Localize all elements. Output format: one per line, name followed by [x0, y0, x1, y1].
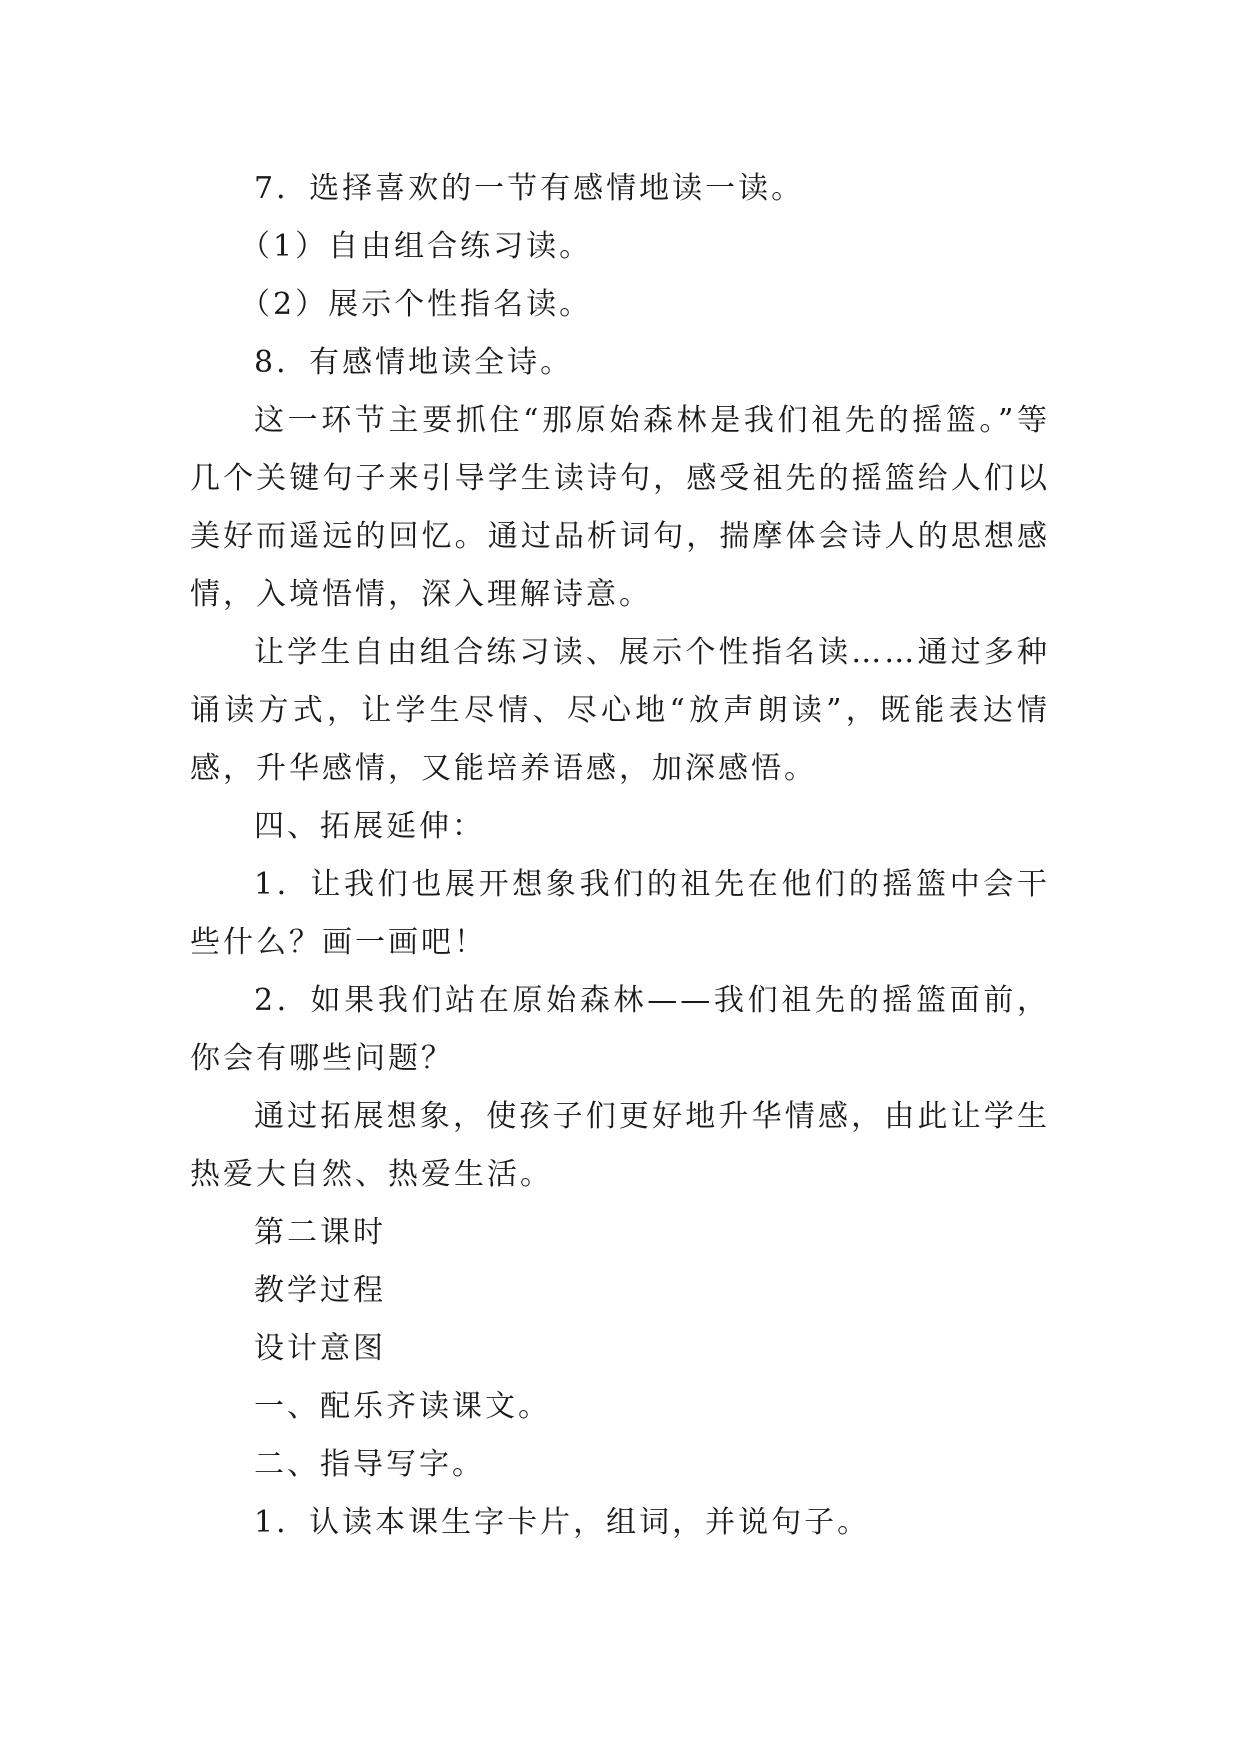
heading-teaching-process: 教学过程 [254, 1273, 386, 1308]
paragraph-substep-2: （2）展示个性指名读。 [240, 287, 593, 322]
document-body [190, 160, 1050, 1552]
paragraph-step-8: 8．有感情地读全诗。 [254, 345, 574, 380]
section-heading-reading: 一、配乐齐读课文。 [254, 1389, 551, 1424]
paragraph-extension-note: 通过拓展想象，使孩子们更好地升华情感，由此让学生热爱大自然、热爱生活。 [190, 1099, 1050, 1192]
paragraph-extension-1: 1．让我们也展开想象我们的祖先在他们的摇篮中会干些什么？画一画吧！ [190, 867, 1050, 960]
paragraph-design-note-1: 这一环节主要抓住“那原始森林是我们祖先的摇篮。”等几个关键句子来引导学生读诗句，感受祖先的摇篮给人们以美好而遥远的回忆。通过品析词句，揣摩体会诗人的思想感情，入境悟情，深入理解诗意。 [190, 403, 1050, 612]
paragraph-substep-1: （1）自由组合练习读。 [240, 229, 593, 264]
paragraph-design-note-2: 让学生自由组合练习读、展示个性指名读……通过多种诵读方式，让学生尽情、尽心地“放声朗读”，既能表达情感，升华感情，又能培养语感，加深感悟。 [190, 635, 1050, 786]
heading-second-lesson: 第二课时 [254, 1215, 386, 1250]
section-heading-writing: 二、指导写字。 [254, 1447, 485, 1482]
section-heading-extension: 四、拓展延伸： [254, 809, 485, 844]
paragraph-writing-step-1: 1．认读本课生字卡片，组词，并说句子。 [254, 1505, 871, 1540]
heading-design-intent: 设计意图 [254, 1331, 386, 1366]
paragraph-extension-2: 2．如果我们站在原始森林——我们祖先的摇篮面前，你会有哪些问题？ [190, 983, 1050, 1076]
paragraph-step-7: 7．选择喜欢的一节有感情地读一读。 [254, 171, 805, 206]
